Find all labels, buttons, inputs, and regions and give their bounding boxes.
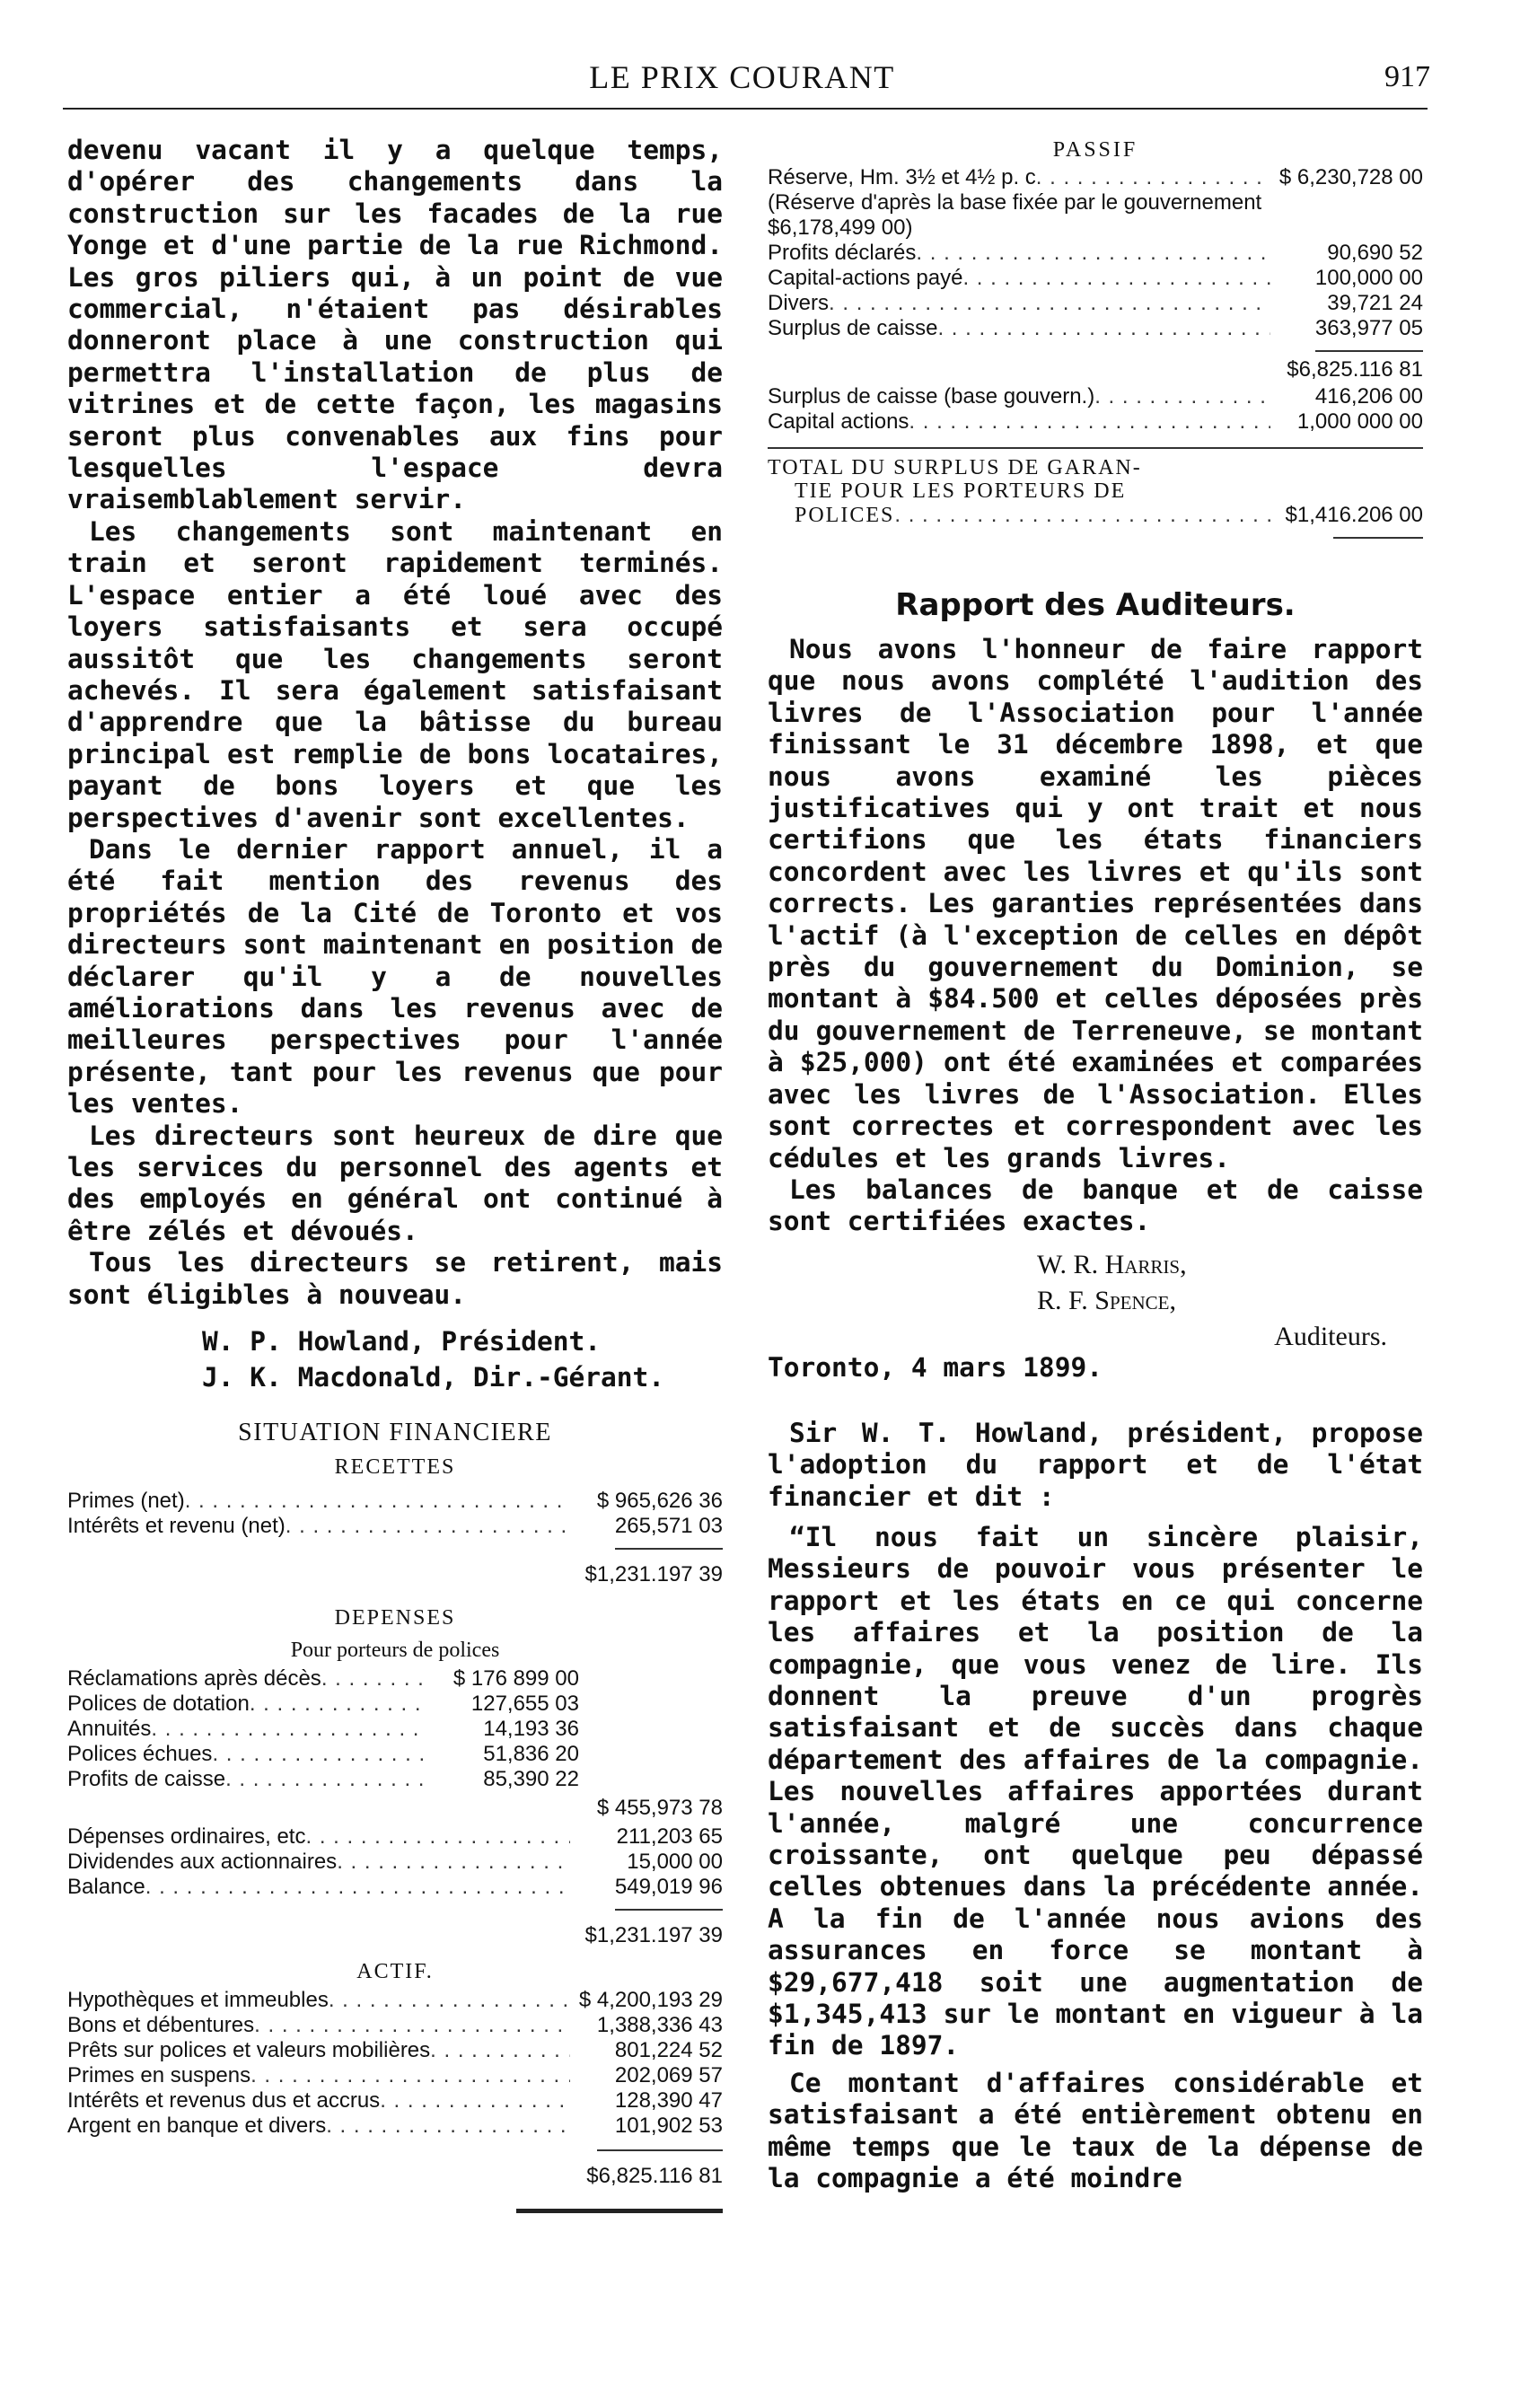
table-row: Surplus de caisse (base gouvern.) . . . 416,206 00 xyxy=(768,384,1423,409)
table-row: Hypothèques et immeubles . . . $ 4,200,193 29 xyxy=(67,1988,723,2013)
table-row: Argent en banque et divers . . . 101,902 53 xyxy=(67,2114,723,2139)
passif-title: PASSIF xyxy=(1052,138,1138,162)
left-prose xyxy=(67,135,723,1311)
passif-table xyxy=(768,165,1423,539)
paragraph: Sir W. T. Howland, président, propose l'adoption du rapport et de l'état financier et dit : xyxy=(768,1417,1423,1512)
actif-table xyxy=(67,1988,723,2213)
actif-title: ACTIF. xyxy=(356,1960,434,1984)
paragraph: Les directeurs sont heureux de dire que les services du personnel des agents et des employés en général ont continué à être zélés et dévoués. xyxy=(67,1120,723,1246)
table-row: Divers . . . 39,721 24 xyxy=(768,291,1423,316)
publication-title: LE PRIX COURANT xyxy=(589,59,895,95)
page-header xyxy=(54,56,1430,108)
table-row: Primes en suspens . . . 202,069 57 xyxy=(67,2063,723,2088)
table-row: Polices de dotation . . . 127,655 03 xyxy=(67,1692,579,1717)
actif-total: $6,825.116 81 xyxy=(586,2164,723,2189)
paragraph: devenu vacant il y a quelque temps, d'opérer des changements dans la construction sur les facades de la rue Yonge et d'une partie de la rue Richmond. Les gros piliers qui, à un point de vue commercial, n'étaient pas désirables donneront place à une construction qui permettra l'installation de plus de vitrines et de cette façon, les magasins seront plus convenables aux fins pour lesquelles l'espace devra vraisemblablement servir. xyxy=(67,135,723,515)
depenses-title: DEPENSES xyxy=(334,1606,456,1630)
left-column xyxy=(67,135,723,2213)
page-number: 917 xyxy=(1384,60,1430,93)
paragraph: Ce montant d'affaires considérable et satisfaisant a été entièrement obtenu en même temps que le taux de la dépense de la compagnie a été moindre xyxy=(768,2067,1423,2194)
table-row: Dépenses ordinaires, etc . . . 211,203 65 xyxy=(67,1824,723,1850)
closing-rule xyxy=(516,2209,723,2213)
table-row: Intérêts et revenus dus et accrus . . . 128,390 47 xyxy=(67,2088,723,2114)
table-row: Profits déclarés . . . 90,690 52 xyxy=(768,241,1423,266)
auditors-label: Auditeurs. xyxy=(1274,1321,1387,1351)
recettes-table xyxy=(67,1489,723,1595)
table-row: POLICES . . . $1,416.206 00 xyxy=(768,503,1423,528)
table-row: Prêts sur polices et valeurs mobilières . . . 801,224 52 xyxy=(67,2038,723,2063)
surplus-total-amount: $1,416.206 00 xyxy=(1285,503,1423,527)
situation-title: SITUATION FINANCIERE xyxy=(238,1419,552,1447)
auditor-1: W. R. Harris, xyxy=(1037,1249,1187,1279)
surplus-total-label-2: TIE POUR LES PORTEURS DE xyxy=(795,479,1127,503)
depenses-table xyxy=(67,1666,723,1955)
table-row: Réclamations après décès . . . $ 176 899 00 xyxy=(67,1666,579,1692)
table-row: Intérêts et revenu (net) . . . 265,571 03 xyxy=(67,1514,723,1539)
paragraph: Nous avons l'honneur de faire rapport que nous avons complété l'audition des livres de l'Association pour l'année finissant le 31 décembre 1898, et que nous avons examiné les pièces justificatives qui y ont trait et nous certifions que les états financiers concordent avec les livres et qu'ils sont corrects. Les garanties représentées dans l'actif (à l'exception de celles en dépôt près du gouvernement du Dominion, se montant à $84.500 et celles déposées près du gouvernement de Terreneuve, se montant à $25,000) ont été examinées et comparées avec les livres de l'Association. Elles sont correctes et correspondent avec les cédules et les grands livres. xyxy=(768,634,1423,1173)
surplus-total-label-1: TOTAL DU SURPLUS DE GARAN- xyxy=(768,456,1142,479)
table-row: Dividendes aux actionnaires . . . 15,000 00 xyxy=(67,1850,723,1875)
closing-prose xyxy=(768,1418,1423,2195)
auditor-2: R. F. Spence, xyxy=(1037,1285,1176,1315)
recettes-total: $1,231.197 39 xyxy=(584,1562,723,1587)
signature-president: W. P. Howland, Président. xyxy=(202,1326,602,1358)
table-row: Bons et débentures . . . 1,388,336 43 xyxy=(67,2013,723,2038)
paragraph: Tous les directeurs se retirent, mais sont éligibles à nouveau. xyxy=(67,1247,723,1310)
paragraph: “Il nous fait un sincère plaisir, Messieurs de pouvoir vous présenter le rapport et les états en ce qui concerne les affaires et la position de la compagnie, que vous venez de lire. Ils donnent la preuve d'un progrès satisfaisant et de succès dans chaque département des affaires de la compagnie. Les nouvelles affaires apportées durant l'année, malgré une concurrence croissante, ont quelque peu dépassé celles obtenues dans la précédente année. A la fin de l'année nous avions des assurances en force se montant à $29,677,418 soit une augmentation de $1,345,413 sur le montant en vigueur à la fin de 1897. xyxy=(768,1521,1423,2061)
paragraph: Les balances de banque et de caisse sont certifiées exactes. xyxy=(768,1173,1423,1237)
table-row: Capital actions . . . 1,000 000 00 xyxy=(768,409,1423,435)
depenses-subtitle: Pour porteurs de polices xyxy=(290,1639,500,1663)
paragraph: Dans le dernier rapport annuel, il a été fait mention des revenus des propriétés de la Cité de Toronto et vos directeurs sont maintenant en position de déclarer qu'il y a de nouvelles améliorations dans les revenus avec de meilleures perspectives pour l'année présente, tant pour les revenus que pour les ventes. xyxy=(67,833,723,1120)
right-column xyxy=(768,135,1423,2194)
table-row: Polices échues . . . 51,836 20 xyxy=(67,1742,579,1767)
table-row: Surplus de caisse . . . 363,977 05 xyxy=(768,316,1423,341)
table-row: Réserve, Hm. 3½ et 4½ p. c . . . $ 6,230,728 00 xyxy=(768,165,1423,190)
table-row: Capital-actions payé . . . 100,000 00 xyxy=(768,266,1423,291)
auditor-signatures xyxy=(768,1247,1423,1355)
director-signatures xyxy=(67,1323,723,1395)
table-row: Balance . . . 549,019 96 xyxy=(67,1875,723,1900)
depenses-subtotal: $ 455,973 78 xyxy=(596,1796,723,1821)
header-rule xyxy=(63,108,1428,110)
table-row: Primes (net) . . . $ 965,626 36 xyxy=(67,1489,723,1514)
depenses-total: $1,231.197 39 xyxy=(584,1923,723,1948)
rapport-prose xyxy=(768,634,1423,1238)
place-date: Toronto, 4 mars 1899. xyxy=(768,1351,1103,1383)
rapport-title: Rapport des Auditeurs. xyxy=(895,587,1296,623)
table-row: Profits de caisse . . . 85,390 22 xyxy=(67,1767,579,1792)
recettes-title: RECETTES xyxy=(334,1455,456,1480)
table-row: (Réserve d'après la base fixée par le gouvernement $6,178,499 00) xyxy=(768,190,1262,240)
paragraph: Les changements sont maintenant en train et seront rapidement terminés. L'espace entier a été loué avec des loyers satisfaisants et sera occupé aussitôt que les changements seront achevés. Il sera également satisfaisant d'apprendre que la bâtisse du bureau principal est remplie de bons locataires, payant de bons loyers et que les perspectives d'avenir sont excellentes. xyxy=(67,515,723,833)
passif-subtotal: $6,825.116 81 xyxy=(1287,357,1423,382)
table-row: Annuités . . . 14,193 36 xyxy=(67,1717,579,1742)
signature-director: J. K. Macdonald, Dir.-Gérant. xyxy=(202,1362,665,1393)
surplus-total-block xyxy=(768,456,1423,528)
